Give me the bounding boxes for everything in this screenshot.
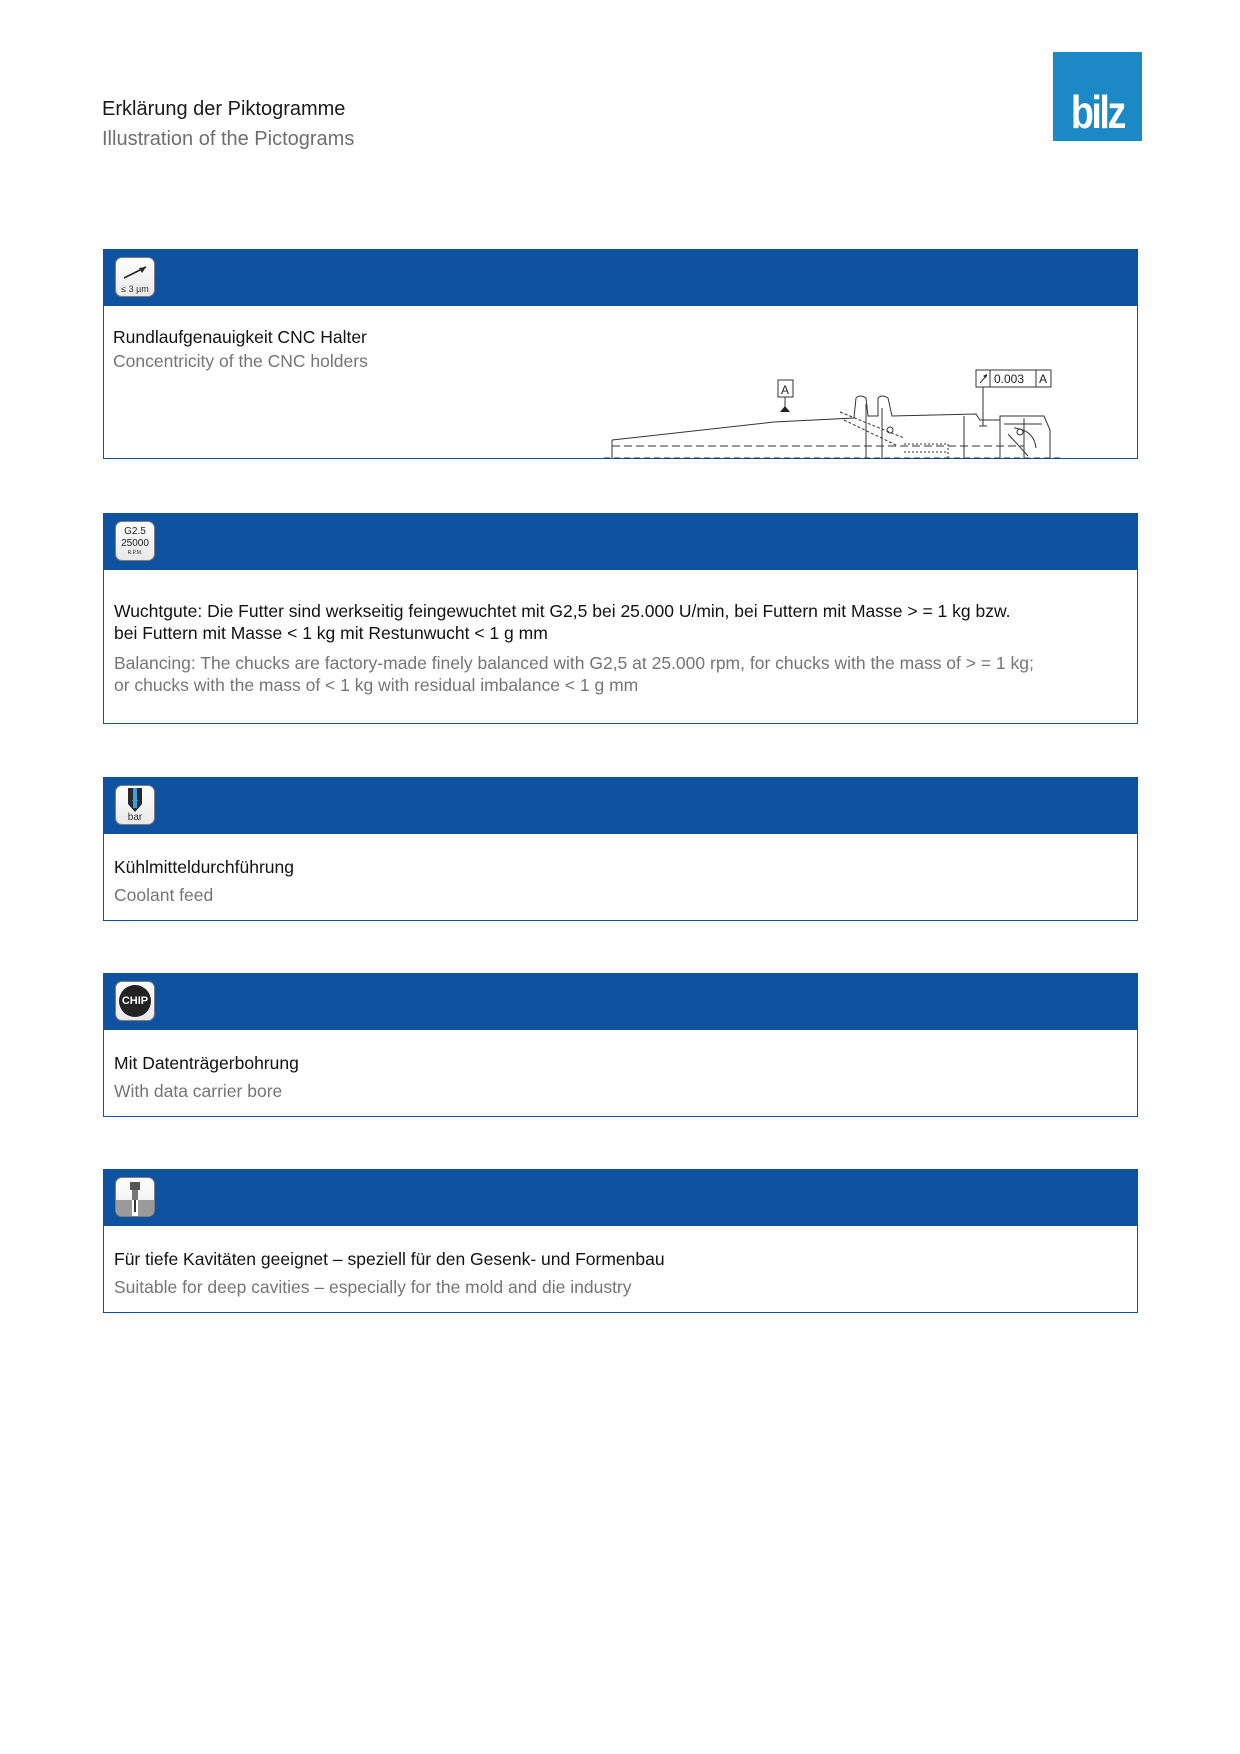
deep-cavity-icon [115, 1177, 155, 1217]
section-body [104, 570, 1137, 696]
balancing-text-en-line2: or chucks with the mass of < 1 kg with residual imbalance < 1 g mm [114, 675, 639, 695]
section-header [104, 250, 1137, 306]
holder-technical-drawing [604, 368, 1064, 460]
balancing-text-en-line1: Balancing: The chucks are factory-made finely balanced with G2,5 at 25.000 rpm, for chucks with the mass of > = 1 kg; [114, 653, 1034, 673]
section-title-de: Für tiefe Kavitäten geeignet – speziell für den Gesenk- und Formenbau [114, 1249, 665, 1269]
section-body [104, 1226, 1137, 1298]
section-deep-cavities [103, 1169, 1138, 1313]
tolerance-datum: A [1039, 372, 1048, 386]
icon-line-3: R.P.M. [127, 550, 143, 556]
logo-text: bilz [1070, 86, 1125, 138]
page-title-de: Erklärung der Piktogramme [102, 98, 346, 120]
section-coolant-feed [103, 777, 1138, 921]
section-header [104, 1170, 1137, 1226]
chip-icon [115, 981, 155, 1021]
section-body [104, 834, 1137, 906]
section-title-en: Coolant feed [114, 885, 214, 905]
section-header [104, 514, 1137, 570]
section-header [104, 974, 1137, 1030]
icon-label: ≤ 3 µm [121, 284, 149, 294]
balancing-text-de-line1: Wuchtgute: Die Futter sind werkseitig feingewuchtet mit G2,5 bei 25.000 U/min, bei Futtern mit Masse > = 1 kg bzw. [114, 601, 1011, 621]
coolant-feed-icon [115, 785, 155, 825]
datum-label: A [781, 383, 790, 397]
section-data-carrier-bore [103, 973, 1138, 1117]
section-title-en: Concentricity of the CNC holders [113, 351, 368, 371]
chip-label: CHIP [121, 995, 149, 1007]
chip-badge [119, 985, 151, 1017]
section-title-en: With data carrier bore [114, 1081, 283, 1101]
section-balancing [103, 513, 1138, 724]
section-concentricity [103, 249, 1138, 459]
section-title-en: Suitable for deep cavities – especially for the mold and die industry [114, 1277, 632, 1297]
balancing-text-de-line2: bei Futtern mit Masse < 1 kg mit Restunwucht < 1 g mm [114, 623, 548, 643]
page-title-en: Illustration of the Pictograms [102, 128, 355, 150]
section-body [104, 1030, 1137, 1102]
icon-line-2: 25000 [121, 538, 149, 549]
balancing-icon [115, 521, 155, 561]
icon-label: bar [127, 812, 143, 823]
bilz-logo [1053, 52, 1142, 141]
section-title-de: Rundlaufgenauigkeit CNC Halter [113, 327, 367, 347]
section-title-de: Kühlmitteldurchführung [114, 857, 294, 877]
section-header [104, 778, 1137, 834]
tolerance-value: 0.003 [994, 372, 1025, 386]
section-title-de: Mit Datenträgerbohrung [114, 1053, 299, 1073]
icon-line-1: G2.5 [124, 526, 146, 537]
section-body [104, 306, 1137, 372]
runout-gauge-icon [115, 257, 155, 297]
